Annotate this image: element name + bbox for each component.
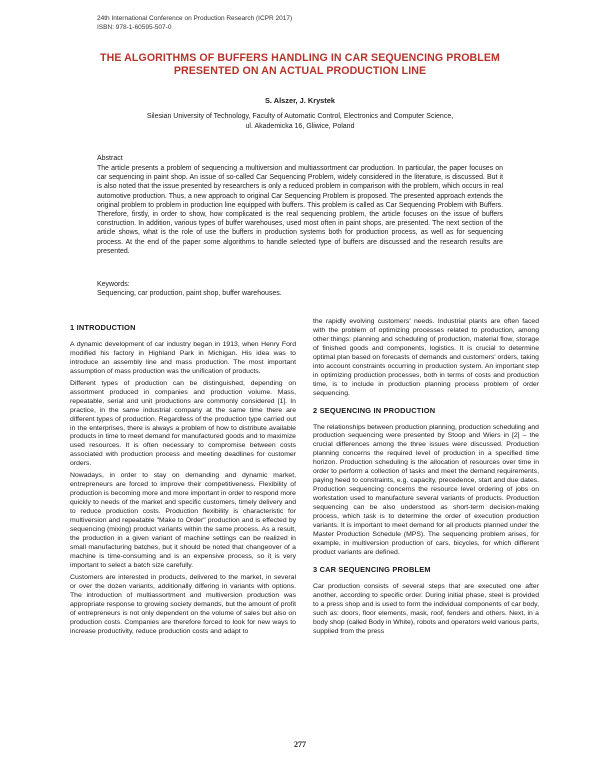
section-1-paragraph: Different types of production can be distinguished, depending on assortment produced in companies and production volume. Mass, repeatable, serial and unit productions are commonly considered [1]. In practice, in the same industrial company at the same time there are different types of production. Regardless of the production type carried out in the enterprises, there is always a problem of how to distribute available products in time to meet demand for manufactured goods and to maximize used resources. It is often necessary to compromise between costs associated with production process and meeting deadlines for customer orders. bbox=[70, 379, 296, 468]
conference-header bbox=[97, 15, 292, 32]
section-2-heading: 2 SEQUENCING IN PRODUCTION bbox=[313, 405, 436, 415]
keywords-text: Sequencing, car production, paint shop, buffer warehouses. bbox=[97, 290, 282, 297]
paper-title bbox=[60, 52, 540, 78]
section-1-paragraph: A dynamic development of car industry began in 1913, when Henry Ford modified his factory in Highland Park in Michigan. His idea was to introduce an assembly line and mass production. The most important assumption of mass production was the unification of products. bbox=[70, 340, 296, 375]
title-line-1: THE ALGORITHMS OF BUFFERS HANDLING IN CAR SEQUENCING PROBLEM bbox=[100, 52, 500, 64]
section-1-paragraph: Customers are interested in products, delivered to the market, in several or over the dozen variants, additionally differing in variants with options. The introduction of multiassortment and multiversion production was appropriate response to growing society demands, but the amount of profit of entrepreneurs is not only dependent on the volume of sales but also on production costs. Companies are therefore forced to look for new ways to increase productivity, reduce production costs and adapt to bbox=[70, 573, 296, 635]
section-1-paragraph: the rapidly evolving customers' needs. Industrial plants are often faced with the problem of optimizing processes related to production, among other things: planning and scheduling of production, material flow, storage of finished goods and components, logistics. It is crucial to determine optimal plan based on forecasts of demands and customers' orders, taking into account constraints occurring in production system. An important step in optimizing production processes, both in terms of costs and production time, is to include in production planning process problem of order sequencing. bbox=[313, 318, 539, 397]
abstract-text: The article presents a problem of sequencing a multiversion and multiassortment car production. In particular, the paper focuses on car sequencing in paint shop. An issue of so-called Car Sequencing Problem, widely considered in the literature, is discussed. But it is also noted that the issue presented by researchers is only a reduced problem in comparison with the problem, which occurs in real automotive production. Thus, a new approach to original Car Sequencing Problem is proposed. The presented approach extends the original problem to problem in production line equipped with buffers. This problem is called as Car Sequencing Problem with Buffers. Therefore, firstly, in order to show, how complicated is the real sequencing problem, the article focuses on the issue of buffers construction. In addition, various types of buffer warehouses, used most often in paint shops, are presented. The next section of the article shows, what is the role of use the buffers in production systems both for production process, as well as for sequencing process. At the end of the paper some algorithms to handle selected type of buffers are discussed and the research results are presented. bbox=[97, 165, 503, 255]
section-2-paragraph: The relationships between production planning, production scheduling and production sequencing were presented by Stoop and Wiers in [2] – the crucial differences among the three issues were discussed. Production planning concerns the required level of production in a specified time horizon. Production scheduling is the allocation of resources over time in order to perform a collection of tasks and meet the demand requirements, paying heed to constraints, e.g. capacity, precedence, start and due dates. Production sequencing concerns the resource level ordering of jobs on workstation used to manufacture several variants of products. Production sequencing can be also understood as short-term decision-making process, which task is to determine the order of execution production variants. It is important to meet demand for all products planned under the Master Production Schedule (MPS). The sequencing problem arises, for example, in multiversion production of cars, bicycles, for which different product variants are defined. bbox=[313, 423, 539, 556]
left-column bbox=[70, 318, 296, 639]
authors: S. Alszer, J. Krystek bbox=[265, 96, 335, 105]
keywords-heading: Keywords: bbox=[97, 281, 130, 288]
affiliation-line-1: Silesian University of Technology, Faculty of Automatic Control, Electronics and Computer Science, bbox=[146, 113, 454, 120]
section-3-heading: 3 CAR SEQUENCING PROBLEM bbox=[313, 564, 431, 574]
section-1-heading: 1 INTRODUCTION bbox=[70, 323, 136, 332]
conference-name: 24th International Conference on Production Research (ICPR 2017) bbox=[97, 15, 293, 22]
section-1-paragraph: Nowadays, in order to stay on demanding and dynamic market, entrepreneurs are forced to improve their competitiveness. Flexibility of production is becoming more and more important in order to respond more quickly to needs of the market and specific customers, timely delivery and to reduce production costs. Production flexibility is characteristic for multiversion and repeatable "Make to Order" production and is effected by sequencing (mixing) product variants within the same process. As a result, the production in a given variant of machine settings can be realized in small manufacturing batches, but it should be noted that changeover of a machine is time-consuming and is an expensive process, so it is very important to select a batch size carefully. bbox=[70, 472, 296, 569]
page-number: 277 bbox=[294, 740, 306, 749]
right-column bbox=[313, 318, 539, 640]
isbn: ISBN: 978-1-60595-507-0 bbox=[97, 23, 172, 31]
abstract-heading: Abstract bbox=[97, 155, 123, 162]
affiliation-line-2: ul. Akademicka 16, Gliwice, Poland bbox=[245, 122, 355, 130]
affiliation bbox=[0, 112, 600, 131]
section-3-paragraph: Car production consists of several steps that are executed one after another, according to specific order. During initial phase, steel is provided to a press shop and is used to form the individual components of car body, such as: doors, floor elements, mask, roof, fenders and others. Next, in a body shop (called Body in White), robots and operators weld various parts, supplied from the press bbox=[313, 582, 539, 635]
title-line-2: PRESENTED ON AN ACTUAL PRODUCTION LINE bbox=[173, 65, 427, 77]
